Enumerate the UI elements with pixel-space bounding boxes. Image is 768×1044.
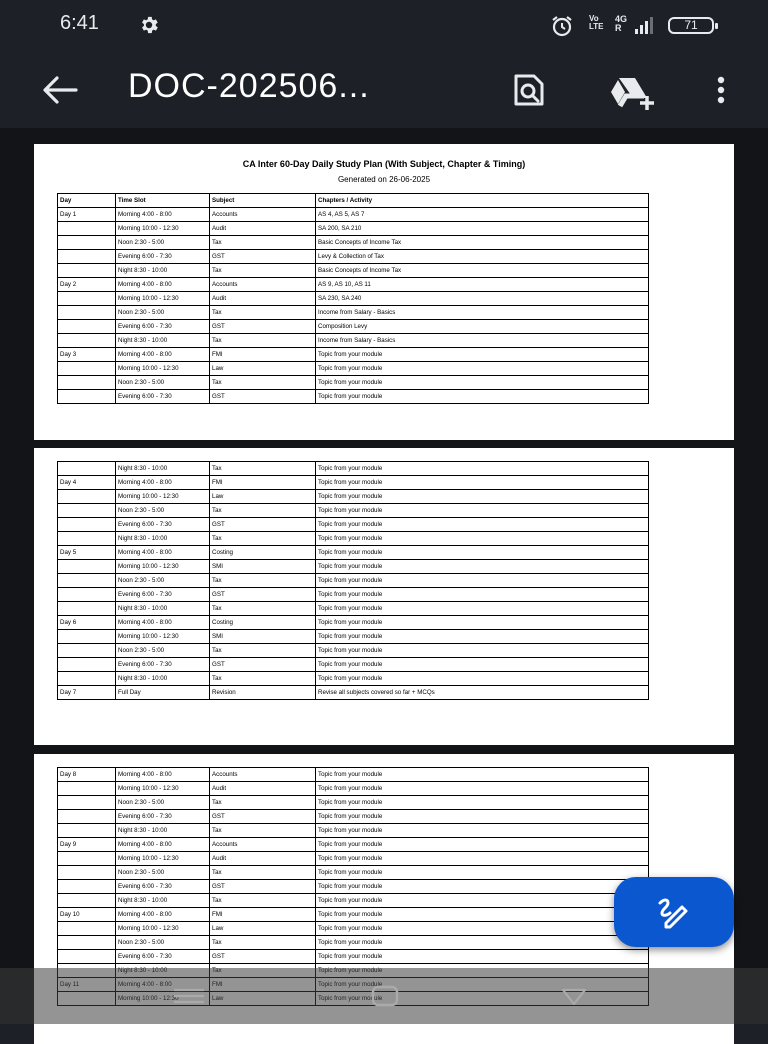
table-row xyxy=(58,532,649,546)
back-triangle-icon[interactable] xyxy=(560,986,588,1008)
chapter-cell: Topic from your module xyxy=(316,546,649,560)
table-row xyxy=(58,616,649,630)
subject-cell: SMI xyxy=(210,560,316,574)
time-slot-cell: Morning 4:00 - 8:00 xyxy=(116,278,210,292)
day-cell: Day 2 xyxy=(58,278,116,292)
volte-indicator xyxy=(589,15,604,31)
chapter-cell: Topic from your module xyxy=(316,602,649,616)
day-cell xyxy=(58,390,116,404)
chapter-cell: Topic from your module xyxy=(316,852,649,866)
day-cell xyxy=(58,644,116,658)
table-row xyxy=(58,644,649,658)
day-cell xyxy=(58,922,116,936)
day-cell xyxy=(58,462,116,476)
chapter-cell: Topic from your module xyxy=(316,810,649,824)
search-in-document-icon xyxy=(506,70,552,110)
subject-cell: GST xyxy=(210,588,316,602)
document-title: DOC-202506... xyxy=(128,67,370,105)
day-cell: Day 10 xyxy=(58,908,116,922)
gear-icon xyxy=(138,14,160,36)
subject-cell: Law xyxy=(210,922,316,936)
time-slot-cell: Evening 6:00 - 7:30 xyxy=(116,518,210,532)
chapter-cell: Topic from your module xyxy=(316,362,649,376)
battery-icon: 71 xyxy=(668,17,714,34)
subject-cell: Audit xyxy=(210,292,316,306)
time-slot-cell: Morning 10:00 - 12:30 xyxy=(116,560,210,574)
signal-icon xyxy=(634,16,658,34)
table-row xyxy=(58,908,649,922)
subject-cell: Tax xyxy=(210,936,316,950)
table-row xyxy=(58,630,649,644)
table-row xyxy=(58,602,649,616)
table-header-row xyxy=(58,194,649,208)
chapter-cell: Topic from your module xyxy=(316,824,649,838)
time-slot-cell: Evening 6:00 - 7:30 xyxy=(116,588,210,602)
subject-cell: Tax xyxy=(210,824,316,838)
time-slot-cell: Night 8:30 - 10:00 xyxy=(116,532,210,546)
more-options-button[interactable] xyxy=(708,70,734,110)
chapter-cell: Topic from your module xyxy=(316,616,649,630)
day-cell xyxy=(58,796,116,810)
day-cell xyxy=(58,866,116,880)
subject-cell: GST xyxy=(210,390,316,404)
day-cell xyxy=(58,672,116,686)
subject-cell: Tax xyxy=(210,672,316,686)
time-slot-cell: Evening 6:00 - 7:30 xyxy=(116,658,210,672)
time-slot-cell: Morning 10:00 - 12:30 xyxy=(116,222,210,236)
day-cell xyxy=(58,588,116,602)
table-row xyxy=(58,880,649,894)
subject-cell: FMI xyxy=(210,908,316,922)
status-time: 6:41 xyxy=(60,12,99,34)
chapter-cell: AS 4, AS 5, AS 7 xyxy=(316,208,649,222)
subject-cell: Tax xyxy=(210,264,316,278)
time-slot-cell: Morning 4:00 - 8:00 xyxy=(116,768,210,782)
chapter-cell: Topic from your module xyxy=(316,908,649,922)
subject-cell: GST xyxy=(210,658,316,672)
time-slot-cell: Morning 4:00 - 8:00 xyxy=(116,476,210,490)
subject-cell: Tax xyxy=(210,866,316,880)
table-row xyxy=(58,866,649,880)
chapter-cell: Topic from your module xyxy=(316,950,649,964)
day-cell xyxy=(58,264,116,278)
table-row xyxy=(58,348,649,362)
subject-cell: GST xyxy=(210,518,316,532)
chapter-cell: Topic from your module xyxy=(316,574,649,588)
time-slot-cell: Evening 6:00 - 7:30 xyxy=(116,880,210,894)
home-icon[interactable] xyxy=(370,984,400,1008)
generated-date: Generated on 26-06-2025 xyxy=(337,175,431,184)
subject-cell: Law xyxy=(210,362,316,376)
time-slot-cell: Morning 4:00 - 8:00 xyxy=(116,546,210,560)
edit-fab-button[interactable] xyxy=(614,877,734,947)
chapter-cell: Topic from your module xyxy=(316,880,649,894)
day-cell xyxy=(58,894,116,908)
subject-cell: GST xyxy=(210,250,316,264)
subject-cell: Costing xyxy=(210,546,316,560)
subject-cell: Audit xyxy=(210,782,316,796)
time-slot-cell: Morning 10:00 - 12:30 xyxy=(116,490,210,504)
subject-cell: GST xyxy=(210,320,316,334)
time-slot-cell: Noon 2:30 - 5:00 xyxy=(116,574,210,588)
table-row xyxy=(58,810,649,824)
chapter-cell: Topic from your module xyxy=(316,476,649,490)
chapter-cell: AS 9, AS 10, AS 11 xyxy=(316,278,649,292)
add-to-drive-button[interactable] xyxy=(605,72,657,112)
time-slot-cell: Evening 6:00 - 7:30 xyxy=(116,810,210,824)
header-subject: Subject xyxy=(210,194,316,208)
table-row xyxy=(58,490,649,504)
day-cell: Day 7 xyxy=(58,686,116,700)
subject-cell: Tax xyxy=(210,644,316,658)
day-cell xyxy=(58,320,116,334)
table-row xyxy=(58,504,649,518)
table-row xyxy=(58,222,649,236)
time-slot-cell: Noon 2:30 - 5:00 xyxy=(116,306,210,320)
chapter-cell: Topic from your module xyxy=(316,490,649,504)
day-cell: Day 1 xyxy=(58,208,116,222)
chapter-cell: Topic from your module xyxy=(316,532,649,546)
chapter-cell: Income from Salary - Basics xyxy=(316,334,649,348)
time-slot-cell: Full Day xyxy=(116,686,210,700)
time-slot-cell: Noon 2:30 - 5:00 xyxy=(116,236,210,250)
time-slot-cell: Noon 2:30 - 5:00 xyxy=(116,866,210,880)
day-cell xyxy=(58,950,116,964)
chapter-cell: Topic from your module xyxy=(316,672,649,686)
table-row xyxy=(58,306,649,320)
time-slot-cell: Night 8:30 - 10:00 xyxy=(116,334,210,348)
edit-annotate-icon xyxy=(654,893,694,931)
chapter-cell: Topic from your module xyxy=(316,768,649,782)
time-slot-cell: Morning 10:00 - 12:30 xyxy=(116,292,210,306)
subject-cell: Accounts xyxy=(210,278,316,292)
time-slot-cell: Noon 2:30 - 5:00 xyxy=(116,504,210,518)
table-row xyxy=(58,476,649,490)
subject-cell: Tax xyxy=(210,306,316,320)
table-row xyxy=(58,278,649,292)
day-cell xyxy=(58,504,116,518)
day-cell xyxy=(58,532,116,546)
subject-cell: GST xyxy=(210,810,316,824)
chapter-cell: SA 200, SA 210 xyxy=(316,222,649,236)
time-slot-cell: Morning 10:00 - 12:30 xyxy=(116,782,210,796)
table-row xyxy=(58,950,649,964)
day-cell xyxy=(58,574,116,588)
back-arrow-icon xyxy=(38,70,82,110)
time-slot-cell: Noon 2:30 - 5:00 xyxy=(116,936,210,950)
chapter-cell: Income from Salary - Basics xyxy=(316,306,649,320)
subject-cell: Law xyxy=(210,490,316,504)
table-row xyxy=(58,462,649,476)
time-slot-cell: Evening 6:00 - 7:30 xyxy=(116,390,210,404)
chapter-cell: Topic from your module xyxy=(316,390,649,404)
chapter-cell: Topic from your module xyxy=(316,376,649,390)
status-bar xyxy=(0,0,768,50)
header-time-slot: Time Slot xyxy=(116,194,210,208)
table-body xyxy=(58,462,649,700)
subject-cell: Accounts xyxy=(210,838,316,852)
chapter-cell: Basic Concepts of Income Tax xyxy=(316,236,649,250)
header-day: Day xyxy=(58,194,116,208)
document-heading: CA Inter 60-Day Daily Study Plan (With Subject, Chapter & Timing) xyxy=(242,159,526,169)
document-page-2 xyxy=(34,448,734,745)
day-cell: Day 6 xyxy=(58,616,116,630)
day-cell xyxy=(58,236,116,250)
time-slot-cell: Morning 10:00 - 12:30 xyxy=(116,922,210,936)
day-cell xyxy=(58,306,116,320)
time-slot-cell: Night 8:30 - 10:00 xyxy=(116,602,210,616)
subject-cell: Audit xyxy=(210,222,316,236)
subject-cell: Tax xyxy=(210,602,316,616)
table-row xyxy=(58,658,649,672)
table-row xyxy=(58,560,649,574)
table-row xyxy=(58,796,649,810)
subject-cell: Tax xyxy=(210,894,316,908)
subject-cell: Tax xyxy=(210,574,316,588)
day-cell xyxy=(58,518,116,532)
chapter-cell: Topic from your module xyxy=(316,894,649,908)
time-slot-cell: Night 8:30 - 10:00 xyxy=(116,824,210,838)
chapter-cell: Topic from your module xyxy=(316,630,649,644)
time-slot-cell: Night 8:30 - 10:00 xyxy=(116,672,210,686)
day-cell xyxy=(58,560,116,574)
chapter-cell: Topic from your module xyxy=(316,644,649,658)
chapter-cell: Revise all subjects covered so far + MCQs xyxy=(316,686,649,700)
table-row xyxy=(58,236,649,250)
day-cell xyxy=(58,936,116,950)
network-type: 4G xyxy=(615,14,628,24)
subject-cell: SMI xyxy=(210,630,316,644)
day-cell xyxy=(58,376,116,390)
chapter-cell: Topic from your module xyxy=(316,936,649,950)
table-row xyxy=(58,852,649,866)
day-cell xyxy=(58,292,116,306)
volte-top: Vo xyxy=(589,14,599,23)
back-button[interactable] xyxy=(38,70,82,110)
subject-cell: Audit xyxy=(210,852,316,866)
chapter-cell: Topic from your module xyxy=(316,588,649,602)
time-slot-cell: Morning 4:00 - 8:00 xyxy=(116,348,210,362)
subject-cell: Costing xyxy=(210,616,316,630)
table-row xyxy=(58,672,649,686)
volte-bottom: LTE xyxy=(589,22,604,31)
day-cell xyxy=(58,880,116,894)
subject-cell: Tax xyxy=(210,334,316,348)
more-vert-icon xyxy=(708,70,734,110)
header-chapters: Chapters / Activity xyxy=(316,194,649,208)
subject-cell: GST xyxy=(210,880,316,894)
chapter-cell: Topic from your module xyxy=(316,922,649,936)
day-cell xyxy=(58,334,116,348)
time-slot-cell: Night 8:30 - 10:00 xyxy=(116,894,210,908)
study-plan-table xyxy=(57,193,649,404)
day-cell: Day 8 xyxy=(58,768,116,782)
day-cell xyxy=(58,782,116,796)
time-slot-cell: Noon 2:30 - 5:00 xyxy=(116,376,210,390)
chapter-cell: Basic Concepts of Income Tax xyxy=(316,264,649,278)
add-to-drive-icon xyxy=(605,72,657,112)
subject-cell: Tax xyxy=(210,462,316,476)
table-body xyxy=(58,208,649,404)
table-row xyxy=(58,574,649,588)
time-slot-cell: Morning 10:00 - 12:30 xyxy=(116,630,210,644)
time-slot-cell: Night 8:30 - 10:00 xyxy=(116,462,210,476)
chapter-cell: Levy & Collection of Tax xyxy=(316,250,649,264)
table-row xyxy=(58,264,649,278)
document-page-1 xyxy=(34,144,734,440)
day-cell xyxy=(58,810,116,824)
table-row xyxy=(58,768,649,782)
time-slot-cell: Night 8:30 - 10:00 xyxy=(116,264,210,278)
time-slot-cell: Noon 2:30 - 5:00 xyxy=(116,796,210,810)
table-row xyxy=(58,824,649,838)
subject-cell: FMI xyxy=(210,476,316,490)
time-slot-cell: Noon 2:30 - 5:00 xyxy=(116,644,210,658)
chapter-cell: Topic from your module xyxy=(316,518,649,532)
table-row xyxy=(58,518,649,532)
table-row xyxy=(58,686,649,700)
subject-cell: Tax xyxy=(210,236,316,250)
table-row xyxy=(58,334,649,348)
table-row xyxy=(58,782,649,796)
time-slot-cell: Morning 4:00 - 8:00 xyxy=(116,908,210,922)
time-slot-cell: Evening 6:00 - 7:30 xyxy=(116,950,210,964)
table-row xyxy=(58,838,649,852)
table-row xyxy=(58,922,649,936)
chapter-cell: Composition Levy xyxy=(316,320,649,334)
table-row xyxy=(58,376,649,390)
study-plan-table xyxy=(57,461,649,700)
time-slot-cell: Evening 6:00 - 7:30 xyxy=(116,320,210,334)
table-row xyxy=(58,390,649,404)
day-cell xyxy=(58,658,116,672)
chapter-cell: Topic from your module xyxy=(316,462,649,476)
chapter-cell: SA 230, SA 240 xyxy=(316,292,649,306)
subject-cell: FMI xyxy=(210,348,316,362)
chapter-cell: Topic from your module xyxy=(316,348,649,362)
roaming-indicator: R xyxy=(615,23,622,33)
subject-cell: GST xyxy=(210,950,316,964)
day-cell xyxy=(58,362,116,376)
day-cell xyxy=(58,222,116,236)
day-cell xyxy=(58,630,116,644)
subject-cell: Accounts xyxy=(210,208,316,222)
chapter-cell: Topic from your module xyxy=(316,782,649,796)
table-row xyxy=(58,320,649,334)
table-row xyxy=(58,292,649,306)
day-cell: Day 3 xyxy=(58,348,116,362)
subject-cell: Accounts xyxy=(210,768,316,782)
time-slot-cell: Morning 4:00 - 8:00 xyxy=(116,208,210,222)
alarm-icon xyxy=(550,14,574,38)
table-row xyxy=(58,208,649,222)
day-cell xyxy=(58,824,116,838)
chapter-cell: Topic from your module xyxy=(316,504,649,518)
time-slot-cell: Morning 4:00 - 8:00 xyxy=(116,616,210,630)
chapter-cell: Topic from your module xyxy=(316,560,649,574)
day-cell: Day 5 xyxy=(58,546,116,560)
time-slot-cell: Evening 6:00 - 7:30 xyxy=(116,250,210,264)
navigation-bar xyxy=(0,968,768,1024)
time-slot-cell: Morning 10:00 - 12:30 xyxy=(116,852,210,866)
table-row xyxy=(58,894,649,908)
time-slot-cell: Morning 10:00 - 12:30 xyxy=(116,362,210,376)
day-cell xyxy=(58,852,116,866)
day-cell: Day 4 xyxy=(58,476,116,490)
table-row xyxy=(58,936,649,950)
subject-cell: Tax xyxy=(210,532,316,546)
chapter-cell: Topic from your module xyxy=(316,838,649,852)
subject-cell: Tax xyxy=(210,376,316,390)
table-row xyxy=(58,588,649,602)
app-bar xyxy=(0,50,768,126)
table-row xyxy=(58,362,649,376)
search-in-document-button[interactable] xyxy=(506,70,552,110)
table-row xyxy=(58,546,649,560)
subject-cell: Revision xyxy=(210,686,316,700)
subject-cell: Tax xyxy=(210,504,316,518)
chapter-cell: Topic from your module xyxy=(316,658,649,672)
subject-cell: Tax xyxy=(210,796,316,810)
day-cell xyxy=(58,490,116,504)
table-row xyxy=(58,250,649,264)
network-indicator xyxy=(615,15,627,33)
day-cell: Day 9 xyxy=(58,838,116,852)
recents-icon[interactable] xyxy=(170,986,208,1006)
chapter-cell: Topic from your module xyxy=(316,796,649,810)
time-slot-cell: Morning 4:00 - 8:00 xyxy=(116,838,210,852)
chapter-cell: Topic from your module xyxy=(316,866,649,880)
day-cell xyxy=(58,250,116,264)
day-cell xyxy=(58,602,116,616)
